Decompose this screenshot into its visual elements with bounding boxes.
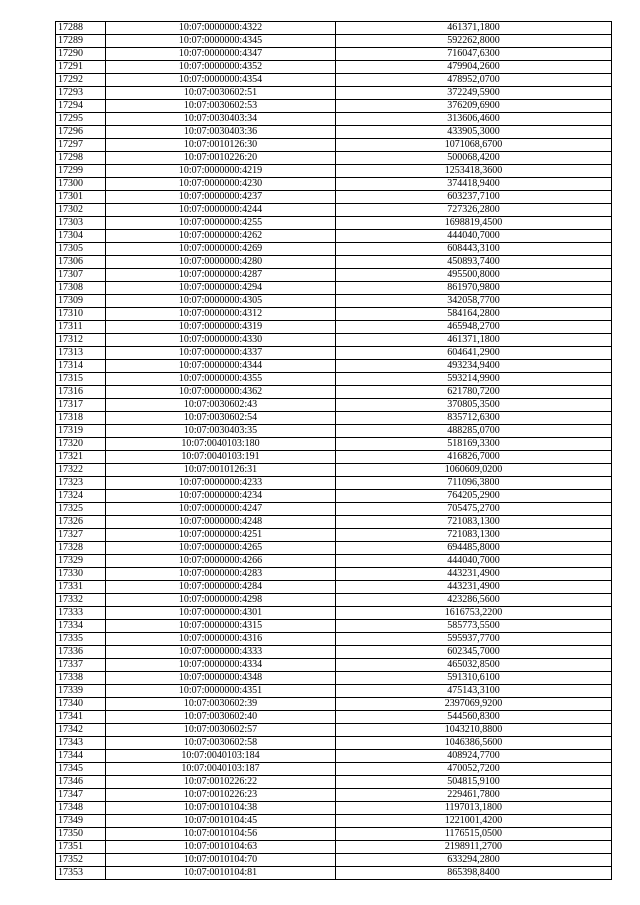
table-row (56, 672, 612, 685)
cadastral-number-cell: 10:07:0000000:4347 (106, 48, 336, 61)
table-row (56, 178, 612, 191)
value-cell: 500068,4200 (336, 152, 612, 165)
value-cell: 694485,8000 (336, 542, 612, 555)
value-cell: 372249,5900 (336, 87, 612, 100)
cadastral-number-cell: 10:07:0000000:4301 (106, 607, 336, 620)
value-cell: 450893,7400 (336, 256, 612, 269)
value-cell: 1253418,3600 (336, 165, 612, 178)
value-cell: 602345,7000 (336, 646, 612, 659)
row-number-cell: 17302 (56, 204, 106, 217)
cadastral-number-cell: 10:07:0000000:4251 (106, 529, 336, 542)
cadastral-number-cell: 10:07:0030602:51 (106, 87, 336, 100)
value-cell: 1071068,6700 (336, 139, 612, 152)
table-row (56, 308, 612, 321)
row-number-cell: 17329 (56, 555, 106, 568)
value-cell: 504815,9100 (336, 776, 612, 789)
row-number-cell: 17327 (56, 529, 106, 542)
value-cell: 861970,9800 (336, 282, 612, 295)
cadastral-number-cell: 10:07:0030403:34 (106, 113, 336, 126)
table-row (56, 295, 612, 308)
cadastral-number-cell: 10:07:0030602:54 (106, 412, 336, 425)
value-cell: 1197013,1800 (336, 802, 612, 815)
cadastral-number-cell: 10:07:0000000:4287 (106, 269, 336, 282)
cadastral-number-cell: 10:07:0000000:4234 (106, 490, 336, 503)
cadastral-number-cell: 10:07:0000000:4262 (106, 230, 336, 243)
row-number-cell: 17325 (56, 503, 106, 516)
cadastral-number-cell: 10:07:0000000:4344 (106, 360, 336, 373)
table-row (56, 48, 612, 61)
cadastral-number-cell: 10:07:0040103:184 (106, 750, 336, 763)
table-row (56, 477, 612, 490)
row-number-cell: 17311 (56, 321, 106, 334)
row-number-cell: 17319 (56, 425, 106, 438)
value-cell: 433905,3000 (336, 126, 612, 139)
row-number-cell: 17324 (56, 490, 106, 503)
row-number-cell: 17290 (56, 48, 106, 61)
cadastral-number-cell: 10:07:0000000:4284 (106, 581, 336, 594)
row-number-cell: 17295 (56, 113, 106, 126)
cadastral-number-cell: 10:07:0030602:53 (106, 100, 336, 113)
row-number-cell: 17328 (56, 542, 106, 555)
row-number-cell: 17326 (56, 516, 106, 529)
cadastral-number-cell: 10:07:0000000:4362 (106, 386, 336, 399)
value-cell: 493234,9400 (336, 360, 612, 373)
value-cell: 479904,2600 (336, 61, 612, 74)
row-number-cell: 17337 (56, 659, 106, 672)
cadastral-number-cell: 10:07:0000000:4330 (106, 334, 336, 347)
row-number-cell: 17312 (56, 334, 106, 347)
row-number-cell: 17341 (56, 711, 106, 724)
value-cell: 1176515,0500 (336, 828, 612, 841)
value-cell: 423286,5600 (336, 594, 612, 607)
row-number-cell: 17307 (56, 269, 106, 282)
value-cell: 2397069,9200 (336, 698, 612, 711)
cadastral-number-cell: 10:07:0000000:4333 (106, 646, 336, 659)
value-cell: 633294,2800 (336, 854, 612, 867)
table-row (56, 204, 612, 217)
row-number-cell: 17349 (56, 815, 106, 828)
table-row (56, 711, 612, 724)
table-row (56, 126, 612, 139)
table-row (56, 35, 612, 48)
value-cell: 585773,5500 (336, 620, 612, 633)
value-cell: 584164,2800 (336, 308, 612, 321)
cadastral-number-cell: 10:07:0000000:4352 (106, 61, 336, 74)
value-cell: 604641,2900 (336, 347, 612, 360)
table-row (56, 724, 612, 737)
cadastral-number-cell: 10:07:0000000:4233 (106, 477, 336, 490)
value-cell: 374418,9400 (336, 178, 612, 191)
cadastral-number-cell: 10:07:0030602:40 (106, 711, 336, 724)
table-row (56, 373, 612, 386)
cadastral-number-cell: 10:07:0000000:4322 (106, 22, 336, 35)
value-cell: 313606,4600 (336, 113, 612, 126)
table-row (56, 867, 612, 880)
value-cell: 592262,8000 (336, 35, 612, 48)
table-row (56, 152, 612, 165)
cadastral-number-cell: 10:07:0000000:4237 (106, 191, 336, 204)
value-cell: 593214,9900 (336, 373, 612, 386)
table-row (56, 360, 612, 373)
value-cell: 2198911,2700 (336, 841, 612, 854)
cadastral-value-table (55, 21, 612, 880)
table-row (56, 646, 612, 659)
table-row (56, 542, 612, 555)
value-cell: 370805,3500 (336, 399, 612, 412)
row-number-cell: 17291 (56, 61, 106, 74)
value-cell: 408924,7700 (336, 750, 612, 763)
row-number-cell: 17313 (56, 347, 106, 360)
cadastral-number-cell: 10:07:0000000:4298 (106, 594, 336, 607)
cadastral-number-cell: 10:07:0000000:4319 (106, 321, 336, 334)
value-cell: 475143,3100 (336, 685, 612, 698)
value-cell: 1616753,2200 (336, 607, 612, 620)
table-row (56, 607, 612, 620)
cadastral-number-cell: 10:07:0010126:31 (106, 464, 336, 477)
value-cell: 416826,7000 (336, 451, 612, 464)
value-cell: 443231,4900 (336, 568, 612, 581)
row-number-cell: 17308 (56, 282, 106, 295)
row-number-cell: 17322 (56, 464, 106, 477)
row-number-cell: 17314 (56, 360, 106, 373)
row-number-cell: 17350 (56, 828, 106, 841)
cadastral-number-cell: 10:07:0000000:4305 (106, 295, 336, 308)
table-row (56, 412, 612, 425)
cadastral-number-cell: 10:07:0000000:4247 (106, 503, 336, 516)
row-number-cell: 17336 (56, 646, 106, 659)
table-row (56, 243, 612, 256)
cadastral-number-cell: 10:07:0030403:36 (106, 126, 336, 139)
row-number-cell: 17340 (56, 698, 106, 711)
table-row (56, 464, 612, 477)
row-number-cell: 17351 (56, 841, 106, 854)
table-row (56, 620, 612, 633)
cadastral-number-cell: 10:07:0010104:63 (106, 841, 336, 854)
table-row (56, 334, 612, 347)
value-cell: 465032,8500 (336, 659, 612, 672)
table-row (56, 516, 612, 529)
cadastral-number-cell: 10:07:0030602:57 (106, 724, 336, 737)
row-number-cell: 17297 (56, 139, 106, 152)
value-cell: 443231,4900 (336, 581, 612, 594)
table-row (56, 854, 612, 867)
table-row (56, 490, 612, 503)
value-cell: 461371,1800 (336, 22, 612, 35)
table-row (56, 581, 612, 594)
table-row (56, 321, 612, 334)
cadastral-number-cell: 10:07:0000000:4315 (106, 620, 336, 633)
table-row (56, 113, 612, 126)
value-cell: 835712,6300 (336, 412, 612, 425)
row-number-cell: 17309 (56, 295, 106, 308)
row-number-cell: 17318 (56, 412, 106, 425)
row-number-cell: 17301 (56, 191, 106, 204)
cadastral-number-cell: 10:07:0000000:4280 (106, 256, 336, 269)
value-cell: 1221001,4200 (336, 815, 612, 828)
cadastral-number-cell: 10:07:0040103:180 (106, 438, 336, 451)
row-number-cell: 17338 (56, 672, 106, 685)
row-number-cell: 17344 (56, 750, 106, 763)
row-number-cell: 17321 (56, 451, 106, 464)
value-cell: 342058,7700 (336, 295, 612, 308)
cadastral-number-cell: 10:07:0000000:4248 (106, 516, 336, 529)
table-row (56, 568, 612, 581)
table-row (56, 165, 612, 178)
cadastral-number-cell: 10:07:0010226:22 (106, 776, 336, 789)
row-number-cell: 17293 (56, 87, 106, 100)
row-number-cell: 17294 (56, 100, 106, 113)
value-cell: 470052,7200 (336, 763, 612, 776)
table-row (56, 594, 612, 607)
table-row (56, 763, 612, 776)
cadastral-number-cell: 10:07:0030602:58 (106, 737, 336, 750)
value-cell: 495500,8000 (336, 269, 612, 282)
table-row (56, 74, 612, 87)
table-row (56, 282, 612, 295)
value-cell: 444040,7000 (336, 555, 612, 568)
value-cell: 544560,8300 (336, 711, 612, 724)
value-cell: 603237,7100 (336, 191, 612, 204)
cadastral-number-cell: 10:07:0000000:4269 (106, 243, 336, 256)
value-cell: 727326,2800 (336, 204, 612, 217)
row-number-cell: 17304 (56, 230, 106, 243)
row-number-cell: 17300 (56, 178, 106, 191)
value-cell: 716047,6300 (336, 48, 612, 61)
cadastral-number-cell: 10:07:0000000:4348 (106, 672, 336, 685)
value-cell: 461371,1800 (336, 334, 612, 347)
row-number-cell: 17310 (56, 308, 106, 321)
row-number-cell: 17345 (56, 763, 106, 776)
value-cell: 595937,7700 (336, 633, 612, 646)
row-number-cell: 17352 (56, 854, 106, 867)
value-cell: 1060609,0200 (336, 464, 612, 477)
value-cell: 591310,6100 (336, 672, 612, 685)
row-number-cell: 17289 (56, 35, 106, 48)
cadastral-number-cell: 10:07:0000000:4355 (106, 373, 336, 386)
value-cell: 764205,2900 (336, 490, 612, 503)
row-number-cell: 17305 (56, 243, 106, 256)
cadastral-number-cell: 10:07:0010226:20 (106, 152, 336, 165)
table-row (56, 451, 612, 464)
table-row (56, 789, 612, 802)
row-number-cell: 17316 (56, 386, 106, 399)
row-number-cell: 17298 (56, 152, 106, 165)
value-cell: 711096,3800 (336, 477, 612, 490)
table-row (56, 87, 612, 100)
row-number-cell: 17353 (56, 867, 106, 880)
table-row (56, 776, 612, 789)
cadastral-number-cell: 10:07:0000000:4266 (106, 555, 336, 568)
row-number-cell: 17348 (56, 802, 106, 815)
table-row (56, 659, 612, 672)
cadastral-number-cell: 10:07:0000000:4230 (106, 178, 336, 191)
cadastral-number-cell: 10:07:0000000:4345 (106, 35, 336, 48)
table-row (56, 815, 612, 828)
value-cell: 1046386,5600 (336, 737, 612, 750)
table-row (56, 841, 612, 854)
cadastral-number-cell: 10:07:0000000:4351 (106, 685, 336, 698)
value-cell: 721083,1300 (336, 516, 612, 529)
value-cell: 1043210,8800 (336, 724, 612, 737)
value-cell: 1698819,4500 (336, 217, 612, 230)
cadastral-number-cell: 10:07:0000000:4334 (106, 659, 336, 672)
value-cell: 621780,7200 (336, 386, 612, 399)
cadastral-number-cell: 10:07:0000000:4316 (106, 633, 336, 646)
row-number-cell: 17335 (56, 633, 106, 646)
table-row (56, 750, 612, 763)
table-row (56, 802, 612, 815)
cadastral-number-cell: 10:07:0030602:39 (106, 698, 336, 711)
row-number-cell: 17333 (56, 607, 106, 620)
row-number-cell: 17320 (56, 438, 106, 451)
cadastral-number-cell: 10:07:0030602:43 (106, 399, 336, 412)
value-cell: 518169,3300 (336, 438, 612, 451)
table-row (56, 217, 612, 230)
cadastral-number-cell: 10:07:0040103:191 (106, 451, 336, 464)
row-number-cell: 17339 (56, 685, 106, 698)
row-number-cell: 17342 (56, 724, 106, 737)
value-cell: 488285,0700 (336, 425, 612, 438)
table-body (56, 22, 612, 880)
row-number-cell: 17330 (56, 568, 106, 581)
row-number-cell: 17306 (56, 256, 106, 269)
table-row (56, 828, 612, 841)
table-row (56, 698, 612, 711)
table-row (56, 399, 612, 412)
table-row (56, 529, 612, 542)
table-row (56, 685, 612, 698)
row-number-cell: 17296 (56, 126, 106, 139)
cadastral-number-cell: 10:07:0000000:4354 (106, 74, 336, 87)
cadastral-number-cell: 10:07:0010104:38 (106, 802, 336, 815)
row-number-cell: 17317 (56, 399, 106, 412)
table-row (56, 386, 612, 399)
table-row (56, 737, 612, 750)
value-cell: 465948,2700 (336, 321, 612, 334)
value-cell: 444040,7000 (336, 230, 612, 243)
cadastral-number-cell: 10:07:0010104:45 (106, 815, 336, 828)
cadastral-number-cell: 10:07:0000000:4337 (106, 347, 336, 360)
table-row (56, 438, 612, 451)
cadastral-number-cell: 10:07:0000000:4244 (106, 204, 336, 217)
value-cell: 229461,7800 (336, 789, 612, 802)
table-row (56, 139, 612, 152)
cadastral-number-cell: 10:07:0000000:4283 (106, 568, 336, 581)
row-number-cell: 17323 (56, 477, 106, 490)
table-row (56, 230, 612, 243)
table-row (56, 256, 612, 269)
row-number-cell: 17334 (56, 620, 106, 633)
cadastral-number-cell: 10:07:0010226:23 (106, 789, 336, 802)
table-row (56, 61, 612, 74)
row-number-cell: 17343 (56, 737, 106, 750)
row-number-cell: 17346 (56, 776, 106, 789)
row-number-cell: 17331 (56, 581, 106, 594)
value-cell: 721083,1300 (336, 529, 612, 542)
cadastral-number-cell: 10:07:0010104:70 (106, 854, 336, 867)
row-number-cell: 17303 (56, 217, 106, 230)
cadastral-number-cell: 10:07:0000000:4312 (106, 308, 336, 321)
row-number-cell: 17292 (56, 74, 106, 87)
row-number-cell: 17299 (56, 165, 106, 178)
table-row (56, 347, 612, 360)
cadastral-number-cell: 10:07:0000000:4265 (106, 542, 336, 555)
table-row (56, 503, 612, 516)
value-cell: 478952,0700 (336, 74, 612, 87)
cadastral-number-cell: 10:07:0010126:30 (106, 139, 336, 152)
cadastral-number-cell: 10:07:0000000:4255 (106, 217, 336, 230)
cadastral-number-cell: 10:07:0000000:4294 (106, 282, 336, 295)
table-row (56, 269, 612, 282)
table-row (56, 22, 612, 35)
value-cell: 376209,6900 (336, 100, 612, 113)
row-number-cell: 17315 (56, 373, 106, 386)
cadastral-number-cell: 10:07:0040103:187 (106, 763, 336, 776)
table-row (56, 425, 612, 438)
row-number-cell: 17288 (56, 22, 106, 35)
row-number-cell: 17347 (56, 789, 106, 802)
table-row (56, 191, 612, 204)
value-cell: 865398,8400 (336, 867, 612, 880)
table-row (56, 555, 612, 568)
value-cell: 608443,3100 (336, 243, 612, 256)
value-cell: 705475,2700 (336, 503, 612, 516)
cadastral-number-cell: 10:07:0000000:4219 (106, 165, 336, 178)
row-number-cell: 17332 (56, 594, 106, 607)
cadastral-number-cell: 10:07:0010104:56 (106, 828, 336, 841)
cadastral-number-cell: 10:07:0010104:81 (106, 867, 336, 880)
table-row (56, 633, 612, 646)
cadastral-number-cell: 10:07:0030403:35 (106, 425, 336, 438)
table-row (56, 100, 612, 113)
